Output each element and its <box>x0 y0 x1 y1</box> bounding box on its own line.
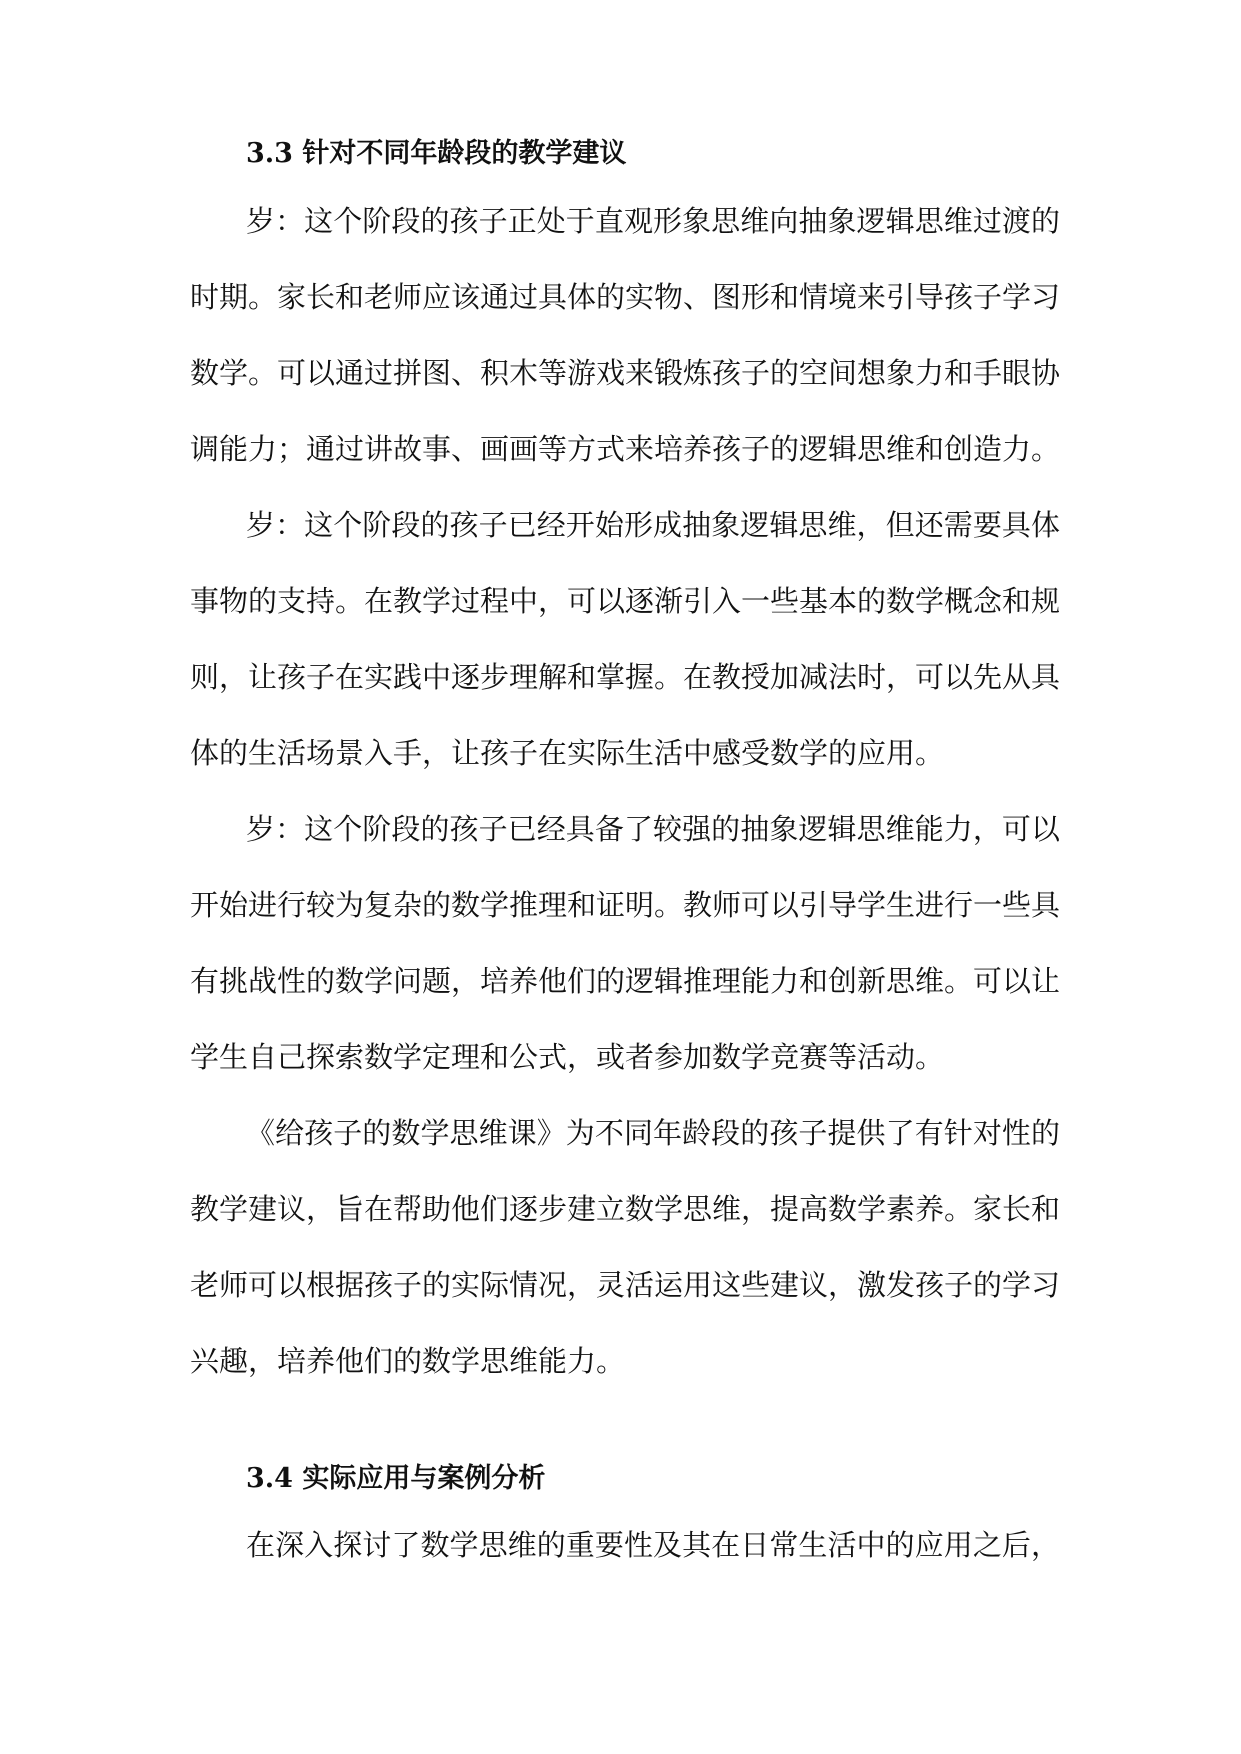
paragraph-line: 则，让孩子在实践中逐步理解和掌握。在教授加减法时，可以先从具 <box>190 660 1061 694</box>
paragraph-line: 学生自己探索数学定理和公式，或者参加数学竞赛等活动。 <box>190 1040 945 1074</box>
paragraph-line: 在深入探讨了数学思维的重要性及其在日常生活中的应用之后， <box>246 1528 1060 1562</box>
paragraph-line: 数学。可以通过拼图、积木等游戏来锻炼孩子的空间想象力和手眼协 <box>190 356 1061 390</box>
paragraph-summary <box>190 1113 1060 1381</box>
paragraph-line: 有挑战性的数学问题，培养他们的逻辑推理能力和创新思维。可以让 <box>190 964 1061 998</box>
paragraph-line: 岁：这个阶段的孩子已经开始形成抽象逻辑思维，但还需要具体 <box>246 508 1060 542</box>
paragraph-line: 事物的支持。在教学过程中，可以逐渐引入一些基本的数学概念和规 <box>190 584 1061 618</box>
section-heading-3-4: 3.4 实际应用与案例分析 <box>246 1463 546 1494</box>
paragraph-line: 《给孩子的数学思维课》为不同年龄段的孩子提供了有针对性的 <box>246 1116 1060 1150</box>
paragraph-line: 教学建议，旨在帮助他们逐步建立数学思维，提高数学素养。家长和 <box>190 1192 1061 1226</box>
paragraph-line: 岁：这个阶段的孩子已经具备了较强的抽象逻辑思维能力，可以 <box>246 812 1060 846</box>
paragraph-line: 老师可以根据孩子的实际情况，灵活运用这些建议，激发孩子的学习 <box>190 1268 1061 1302</box>
paragraph-age-group-2 <box>190 505 1060 773</box>
paragraph-line: 时期。家长和老师应该通过具体的实物、图形和情境来引导孩子学习 <box>190 280 1061 314</box>
paragraph-age-group-3 <box>190 809 1060 1077</box>
paragraph-age-group-1 <box>190 201 1060 469</box>
paragraph-line: 体的生活场景入手，让孩子在实际生活中感受数学的应用。 <box>190 736 945 770</box>
paragraph-line: 岁：这个阶段的孩子正处于直观形象思维向抽象逻辑思维过渡的 <box>246 204 1060 238</box>
paragraph-line: 开始进行较为复杂的数学推理和证明。教师可以引导学生进行一些具 <box>190 888 1061 922</box>
section-heading-3-3: 3.3 针对不同年龄段的教学建议 <box>246 138 627 169</box>
paragraph-line: 调能力；通过讲故事、画画等方式来培养孩子的逻辑思维和创造力。 <box>190 432 1061 466</box>
paragraph-case-analysis-intro <box>190 1525 1060 1565</box>
paragraph-line: 兴趣，培养他们的数学思维能力。 <box>190 1344 626 1378</box>
